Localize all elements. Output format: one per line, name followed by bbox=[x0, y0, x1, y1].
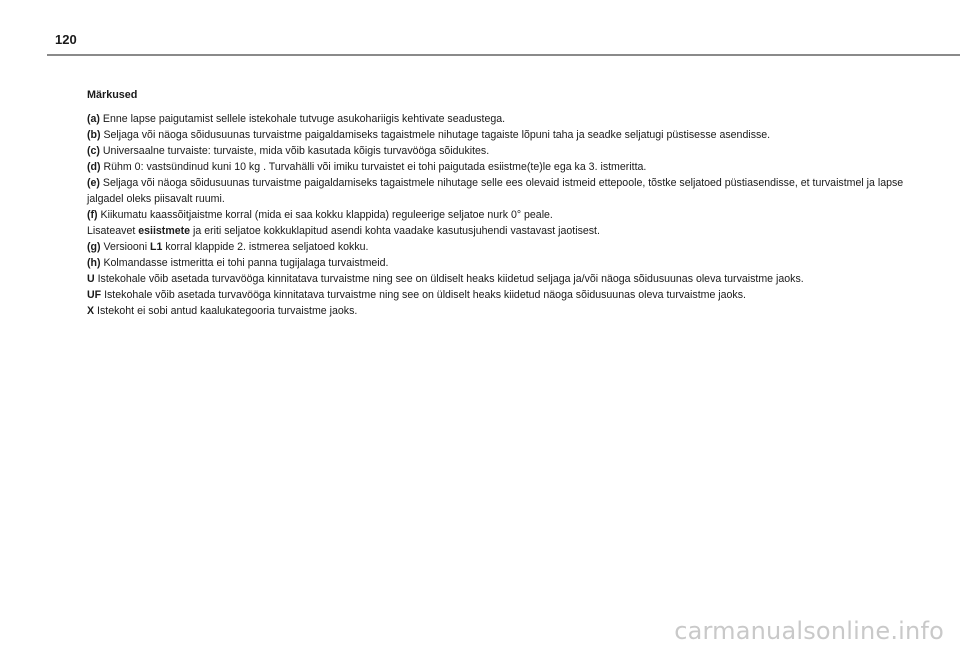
note-label: (g) bbox=[87, 241, 101, 253]
note-label: (a) bbox=[87, 113, 100, 125]
notes-title: Märkused bbox=[87, 89, 138, 101]
note-text: Universaalne turvaiste: turvaiste, mida võib kasutada kõigis turvavööga sõidukites. bbox=[99, 145, 490, 157]
note-text: Kiikumatu kaassõitjaistme korral (mida ei saa kokku klappida) reguleerige seljatoe nurk 0° peale. bbox=[97, 209, 553, 221]
note-u bbox=[87, 271, 927, 287]
note-text: Istekoht ei sobi antud kaalukategooria turvaistme jaoks. bbox=[94, 305, 358, 317]
note-label: X bbox=[87, 305, 95, 317]
note-label: U bbox=[87, 273, 95, 285]
note-label: (f) bbox=[87, 209, 98, 221]
note-e bbox=[87, 175, 927, 207]
note-label: (b) bbox=[87, 129, 101, 141]
watermark-text: carmanualsonline.info bbox=[674, 617, 944, 645]
note-d bbox=[87, 159, 927, 175]
note-text: Enne lapse paigutamist sellele istekohale tutvuge asukohariigis kehtivate seadustega. bbox=[99, 113, 506, 125]
note-text: Kolmandasse istmeritta ei tohi panna tugijalaga turvaistmeid. bbox=[100, 257, 389, 269]
page-number: 120 bbox=[55, 32, 77, 47]
note-g bbox=[87, 239, 927, 255]
note-text: Lisateavet bbox=[87, 225, 139, 237]
note-text: Seljaga või näoga sõidusuunas turvaistme paigaldamiseks tagaistmele nihutage selle ees olevaid istmeid ettepoole, tõstke seljatoed püstiasendisse, et turvaistmel ja lapse jalgadel oleks piisavalt ruumi. bbox=[87, 177, 904, 205]
note-uf bbox=[87, 287, 927, 303]
note-text: korral klappide 2. istmerea seljatoed kokku. bbox=[162, 241, 369, 253]
note-label: UF bbox=[87, 289, 102, 301]
header-divider bbox=[47, 54, 960, 56]
note-label: (c) bbox=[87, 145, 100, 157]
note-more-info bbox=[87, 223, 927, 239]
note-text: ja eriti seljatoe kokkuklapitud asendi kohta vaadake kasutusjuhendi vastavast jaotisest. bbox=[190, 225, 600, 237]
note-text: Istekohale võib asetada turvavööga kinnitatava turvaistme ning see on üldiselt heaks kiidetud näoga sõidusuunas oleva turvaistme jaoks. bbox=[101, 289, 746, 301]
note-label: (e) bbox=[87, 177, 100, 189]
notes-section bbox=[87, 87, 927, 319]
note-text: Seljaga või näoga sõidusuunas turvaistme paigaldamiseks tagaistmele nihutage tagaiste lõpuni taha ja seadke seljatugi püstisesse asendisse. bbox=[100, 129, 771, 141]
note-h bbox=[87, 255, 927, 271]
note-c bbox=[87, 143, 927, 159]
note-label: (d) bbox=[87, 161, 101, 173]
note-x bbox=[87, 303, 927, 319]
note-text: Istekohale võib asetada turvavööga kinnitatava turvaistme ning see on üldiselt heaks kiidetud seljaga ja/või näoga sõidusuunas oleva turvaistme jaoks. bbox=[94, 273, 804, 285]
note-f bbox=[87, 207, 927, 223]
note-text: Versiooni bbox=[100, 241, 150, 253]
note-label: (h) bbox=[87, 257, 101, 269]
note-a bbox=[87, 111, 927, 127]
note-emphasis: esiistmete bbox=[138, 225, 191, 237]
note-text: Rühm 0: vastsündinud kuni 10 kg . Turvahälli või imiku turvaistet ei tohi paigutada esiistme(te)le ega ka 3. istmeritta. bbox=[100, 161, 647, 173]
note-emphasis: L1 bbox=[150, 241, 163, 253]
note-b bbox=[87, 127, 927, 143]
